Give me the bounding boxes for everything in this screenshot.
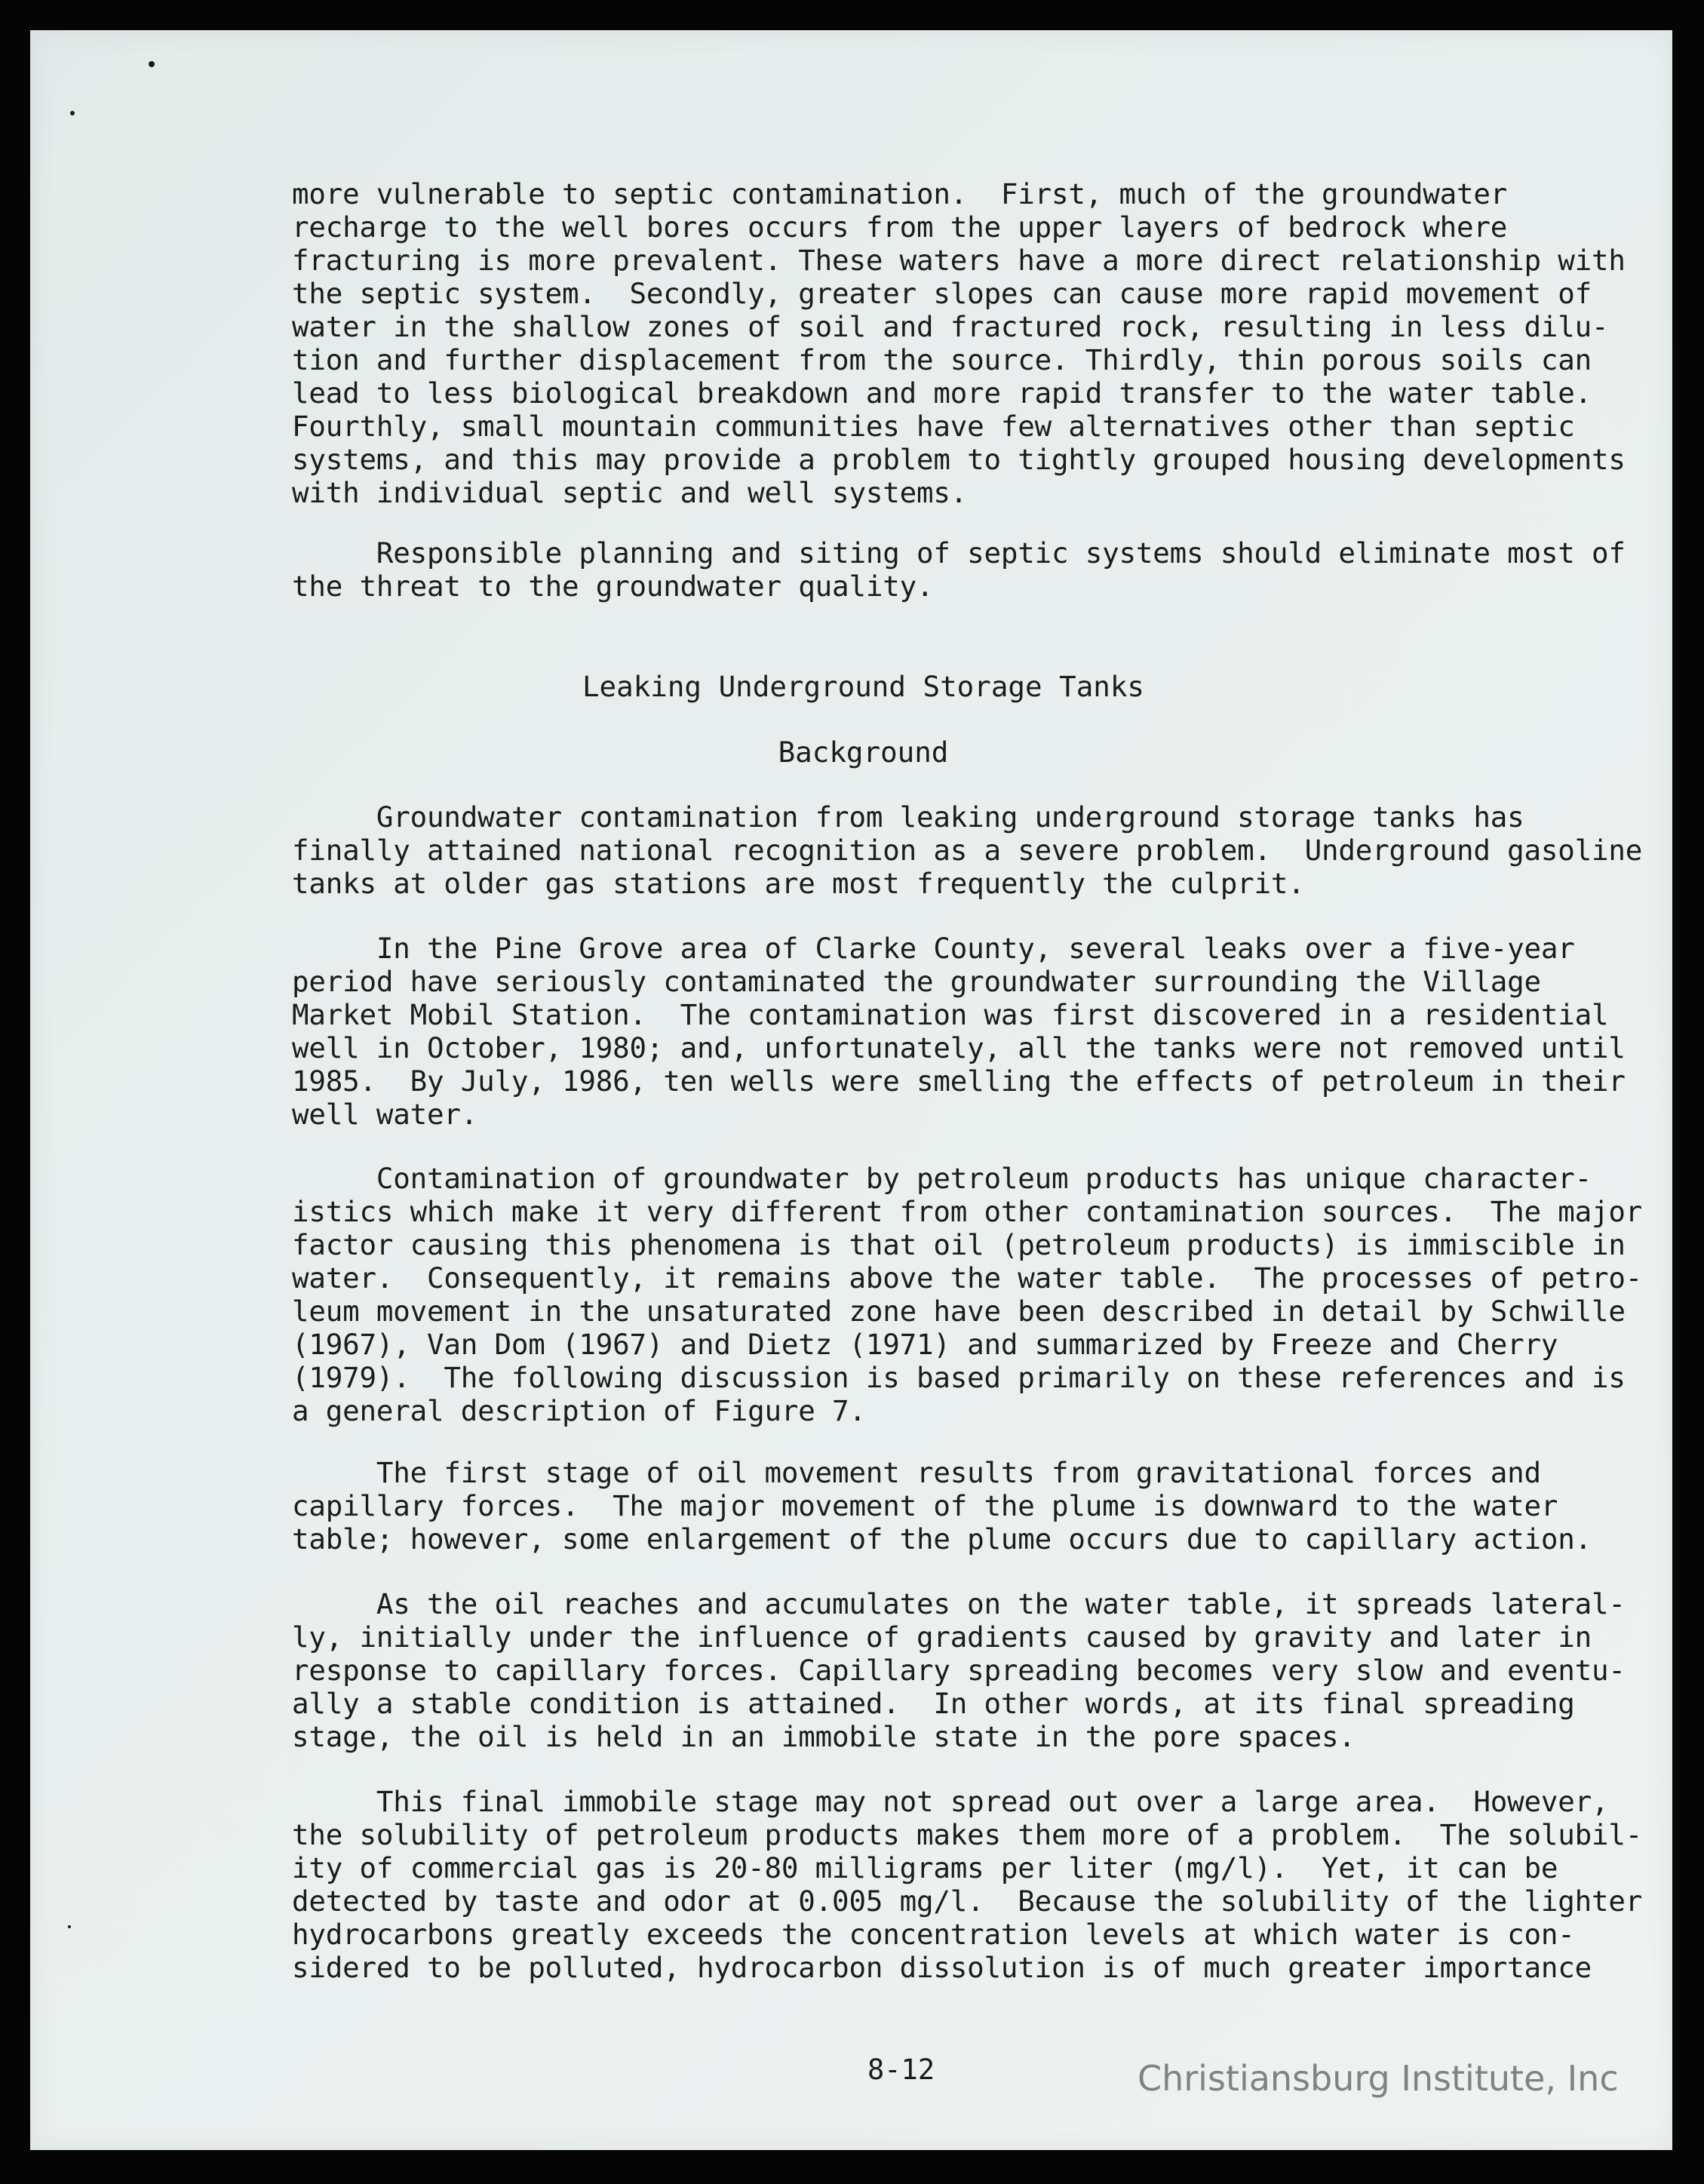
speck-mark <box>68 1925 71 1928</box>
section-title: Leaking Underground Storage Tanks <box>582 670 1145 703</box>
speck-mark <box>70 111 75 115</box>
body-paragraph: In the Pine Grove area of Clarke County, several leaks over a five-year period have seriously contaminated the groundwater surrounding the Village Market Mobil Station. The contamination was first discovered in a residential well in October, 1980; and, unfortunately, all the tanks were not removed until 1985. By July, 1986, ten wells were smelling the effects of petroleum in their well water. <box>292 932 1626 1131</box>
watermark: Christiansburg Institute, Inc <box>1138 2058 1619 2099</box>
body-paragraph: Groundwater contamination from leaking underground storage tanks has finally attained national recognition as a severe problem. Underground gasoline tanks at older gas stations are most frequently the culprit. <box>292 800 1643 900</box>
body-paragraph: The first stage of oil movement results from gravitational forces and capillary forces. The major movement of the plume is downward to the water table; however, some enlargement of the plume occurs due to capillary action. <box>292 1456 1592 1556</box>
body-paragraph: This final immobile stage may not spread out over a large area. However, the solubility of petroleum products makes them more of a problem. The solubil- ity of commercial gas is 20-80 milligrams per liter (mg/l). Yet, it can be detected by taste and odor at 0.005 mg/l. Because the solubility of the lighter hydrocarbons greatly exceeds the concentration levels at which water is con- sidered to be polluted, hydrocarbon dissolution is of much greater importance <box>292 1785 1643 1984</box>
body-paragraph: Contamination of groundwater by petroleum products has unique character- istics which make it very different from other contamination sources. The factor causing this phenomena is that oil (petroleum products) is immiscible water. Consequently, it remains above the water table. The processes of leum movement in the unsaturated zone have been described in detail by Schwille (1967), Van Dom (1967) and Dietz (1971) and summarized by Freeze and Cherry (1979). The following discussion is based primarily on these references and a general description of Figure 7. <box>292 1162 1626 1427</box>
speck-mark <box>149 61 155 67</box>
body-paragraph: As the oil reaches and accumulates on the water table, it spreads lateral- ly, initially under the influence of gradients caused by gravity and later in response to capillary forces. Capillary spreading becomes very slow and eventu- ally a stable condition is attained. In other words, at its final spreading stage, the oil is held in an immobile state in the pore spaces. <box>292 1587 1626 1753</box>
body-paragraph: more vulnerable to septic contamination. First, much of the groundwater recharge to the well bores occurs from the upper layers of bedrock where fracturing is more prevalent. These waters have a more direct relationship the septic system. Secondly, greater slopes can cause more rapid movement of water in the shallow zones of soil and fractured rock, resulting in less dilu- tion and further displacement from the source. Thirdly, thin porous soils can lead to less biological breakdown and more rapid transfer to the water table. Fourthly, small mountain communities have few alternatives other than septic systems, and this may provide a problem to tightly grouped housing developments with individual septic and well systems. <box>292 177 1626 509</box>
subsection-title: Background <box>778 736 949 769</box>
body-paragraph: Responsible planning and siting of septic systems should eliminate most the threat to the groundwater quality. <box>292 536 1575 603</box>
page-number: 8-12 <box>867 2053 935 2086</box>
